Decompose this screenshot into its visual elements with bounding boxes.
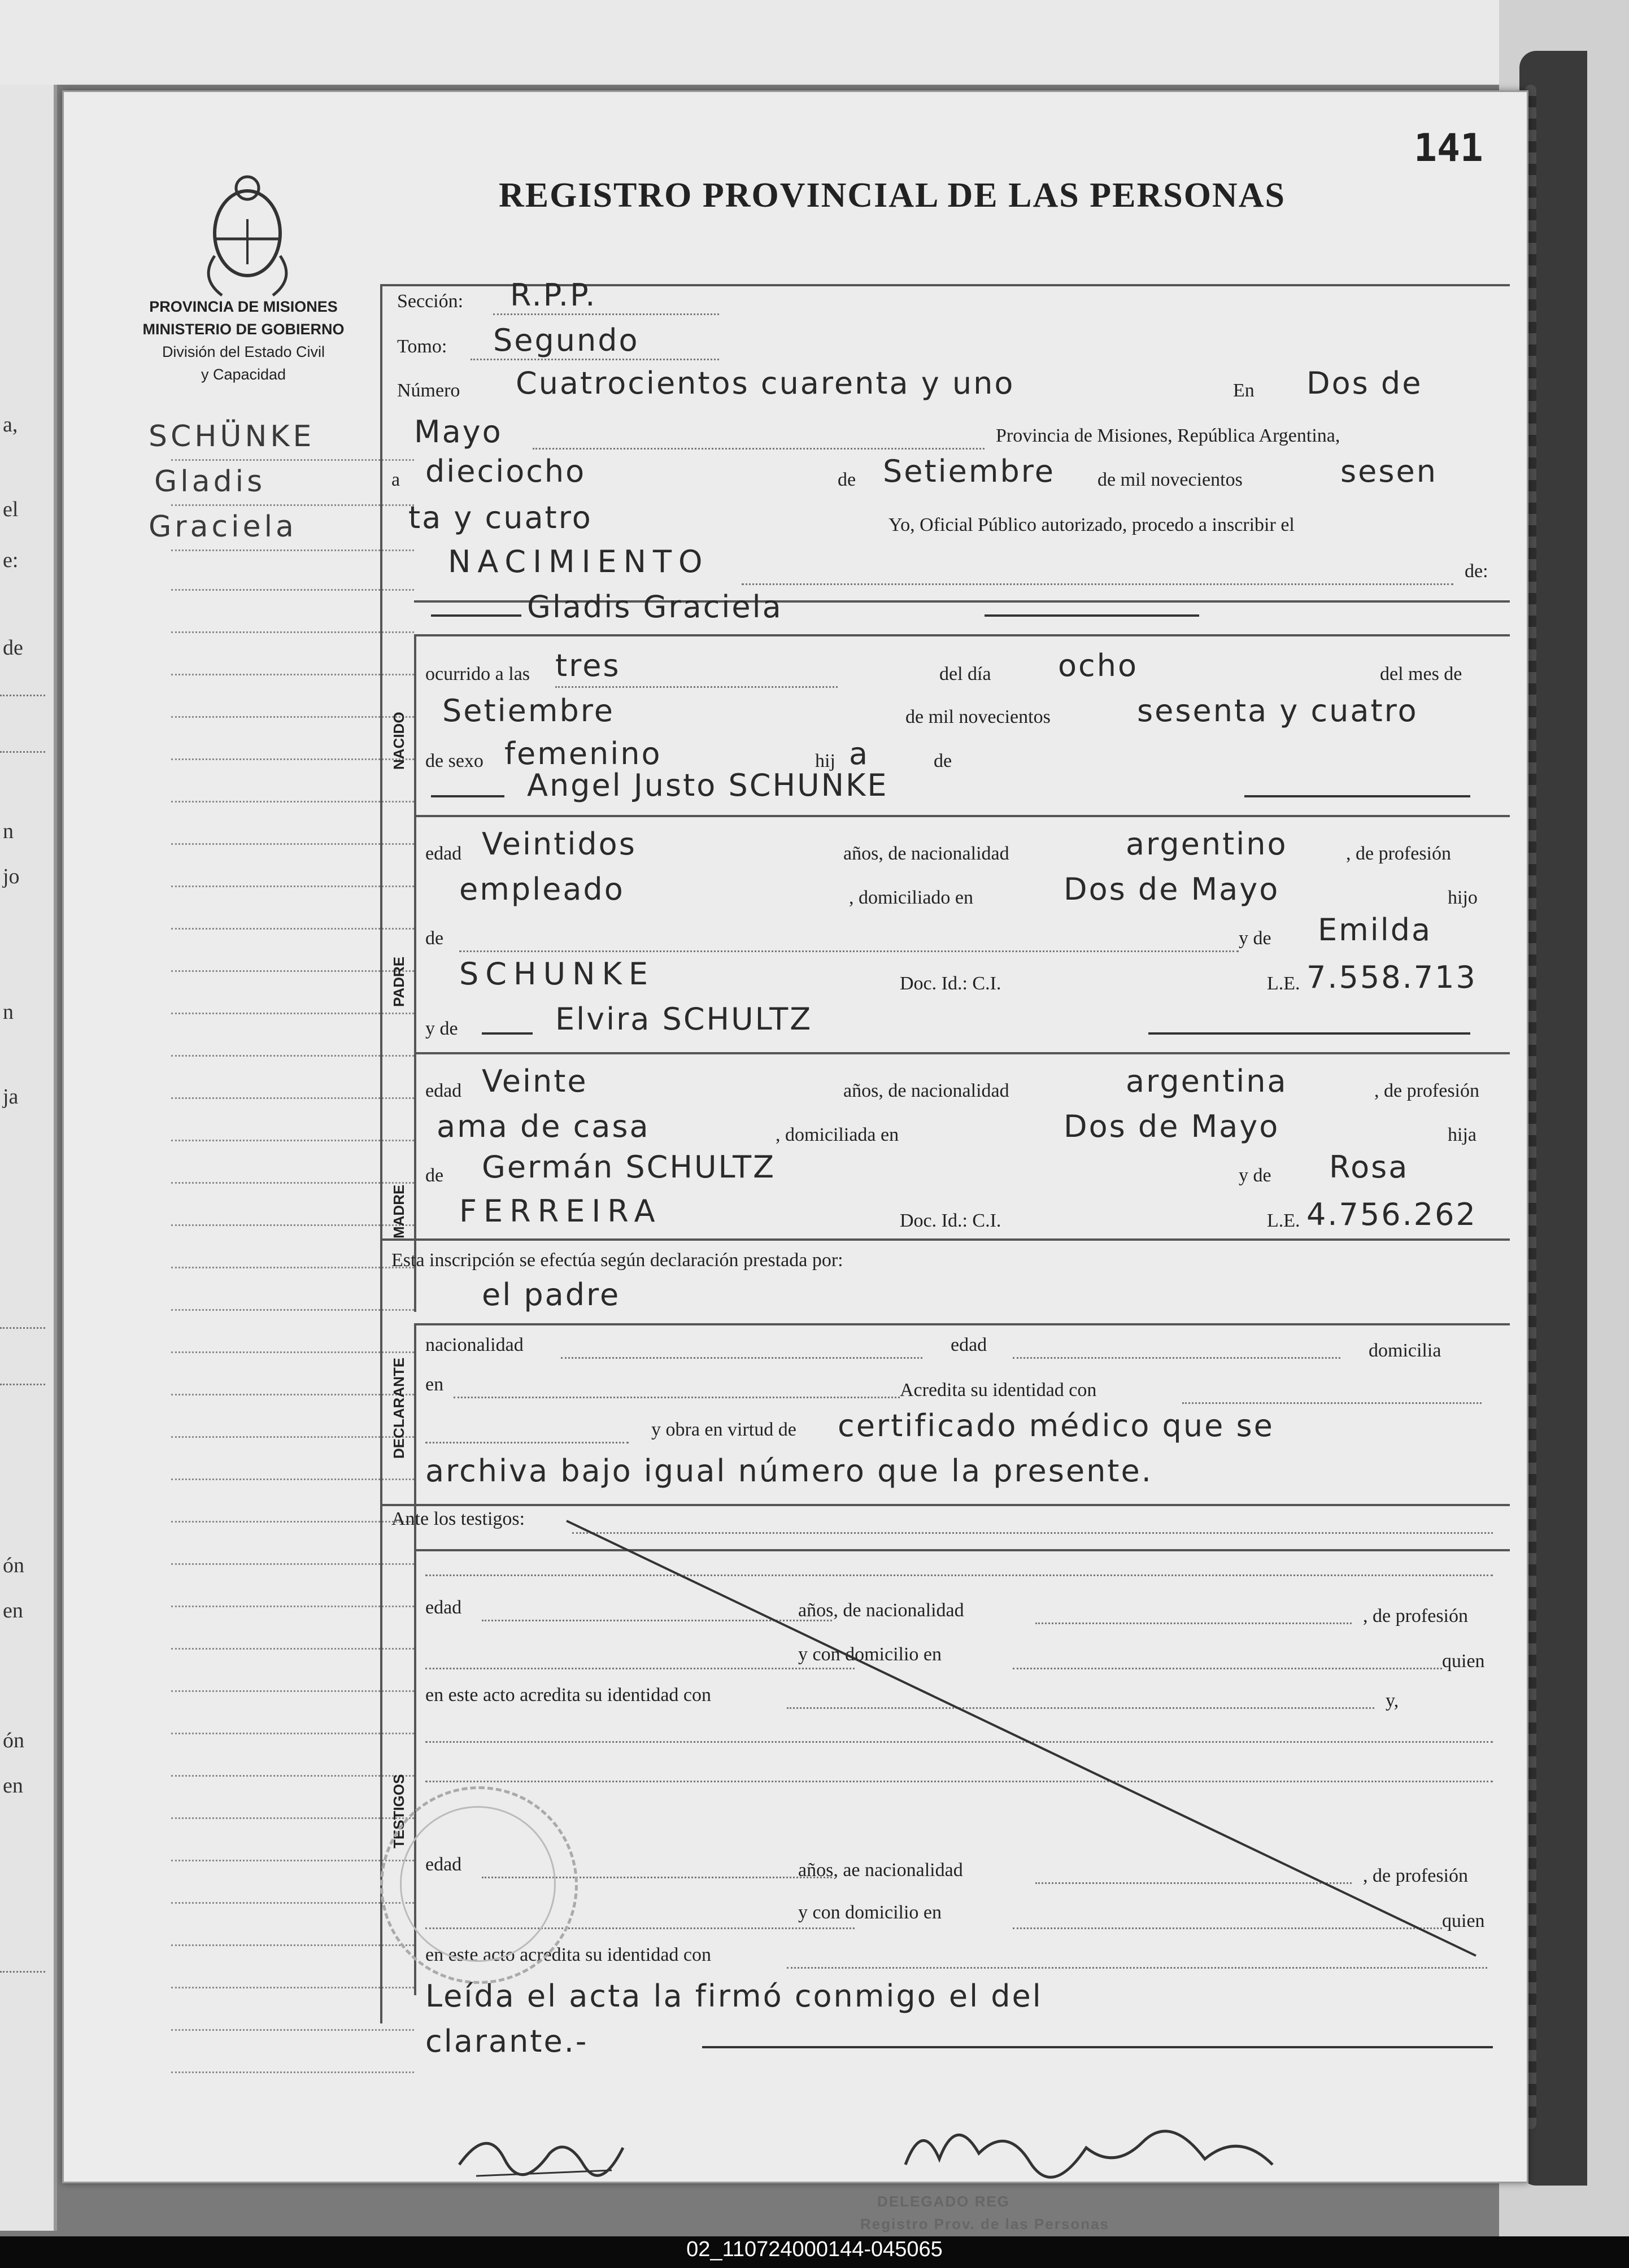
dia-nacimiento: ocho bbox=[1058, 648, 1138, 683]
madre-hija-label: hija bbox=[1448, 1124, 1476, 1145]
prev-page-rule bbox=[0, 1971, 45, 1973]
de-colon-label: de: bbox=[1465, 561, 1488, 582]
margin-rule bbox=[171, 1478, 414, 1480]
padre-top-rule bbox=[414, 815, 1510, 817]
declaracion-top-rule bbox=[380, 1238, 1510, 1241]
margin-rule bbox=[171, 801, 414, 802]
registro-stamp: Registro Prov. de las Personas bbox=[860, 2215, 1109, 2232]
margin-rule bbox=[171, 886, 414, 887]
madre-side-label: MADRE bbox=[390, 1184, 407, 1238]
folio-number: 141 bbox=[1414, 126, 1483, 171]
padre-de-label: de bbox=[425, 928, 444, 949]
testigo1-quien-label: quien bbox=[1442, 1651, 1485, 1672]
margin-rule bbox=[171, 1902, 414, 1904]
main-column-border bbox=[380, 284, 382, 2023]
margin-rule bbox=[171, 1267, 414, 1268]
a-label: a bbox=[391, 469, 400, 490]
madre-le-value: 4.756.262 bbox=[1306, 1197, 1477, 1232]
dotted-line bbox=[1013, 1357, 1340, 1359]
madre-profesion-label: , de profesión bbox=[1374, 1080, 1480, 1101]
nacido-nombre: Gladis Graciela bbox=[527, 589, 783, 625]
padre-nombre: Angel Justo SCHUNKE bbox=[527, 767, 888, 803]
provincia-text: Provincia de Misiones, República Argentina, bbox=[996, 425, 1340, 446]
margin-rule bbox=[171, 970, 414, 972]
padre-hijo-label: hijo bbox=[1448, 887, 1478, 908]
margin-rule bbox=[171, 459, 414, 461]
padre-doc-label: Doc. Id.: C.I. bbox=[900, 973, 1001, 994]
dotted-line bbox=[454, 1397, 900, 1398]
padre-domic-label: , domiciliado en bbox=[849, 887, 974, 908]
declarante-domicilia-label: domicilia bbox=[1369, 1340, 1441, 1361]
sexo-label: de sexo bbox=[425, 751, 484, 771]
declaracion-por: el padre bbox=[482, 1277, 621, 1312]
seccion-value: R.P.P. bbox=[510, 277, 597, 313]
margin-rule bbox=[171, 1436, 414, 1438]
tomo-value: Segundo bbox=[493, 322, 639, 358]
margin-rule bbox=[171, 1860, 414, 1861]
declarante-obra-2: archiva bajo igual número que la presente. bbox=[425, 1453, 1153, 1489]
prev-page-fragment: ón bbox=[3, 1554, 24, 1577]
division-name: División del Estado Civil bbox=[162, 343, 325, 360]
de-label: de bbox=[838, 469, 856, 490]
fill-dash bbox=[482, 1032, 533, 1035]
testigo1-acredita-label: en este acto acredita su identidad con bbox=[425, 1685, 711, 1706]
margin-surname: SCHÜNKE bbox=[149, 420, 315, 453]
prev-page-fragment: e: bbox=[3, 548, 19, 572]
image-id-caption: 02_110724000144-045065 bbox=[686, 2238, 943, 2261]
official-seal bbox=[380, 1786, 578, 1984]
madre-yde-label: y de bbox=[425, 1018, 458, 1039]
hij-label: hij bbox=[815, 751, 835, 771]
cierre-line-2: clarante.- bbox=[425, 2023, 589, 2059]
dotted-line bbox=[742, 583, 1453, 585]
padre-profesion-label: , de profesión bbox=[1346, 843, 1452, 864]
madre-side-border bbox=[414, 1052, 416, 1312]
division-subname: y Capacidad bbox=[201, 366, 286, 383]
margin-rule bbox=[171, 1817, 414, 1819]
margin-rule bbox=[171, 631, 414, 633]
fill-dash bbox=[1244, 795, 1470, 797]
seccion-label: Sección: bbox=[397, 291, 464, 312]
page-title: REGISTRO PROVINCIAL DE LAS PERSONAS bbox=[499, 176, 1286, 215]
margin-rule bbox=[171, 674, 414, 675]
prev-page-rule bbox=[0, 695, 45, 696]
fill-dash bbox=[1148, 1032, 1470, 1035]
margin-rule bbox=[171, 1563, 414, 1565]
lugar-value-1: Dos de bbox=[1306, 365, 1423, 401]
ocurrido-label: ocurrido a las bbox=[425, 664, 530, 684]
dia-registro: dieciocho bbox=[425, 453, 586, 489]
prev-page-fragment: a, bbox=[3, 413, 18, 437]
official-seal-inner-ring bbox=[400, 1806, 556, 1962]
margin-rule bbox=[171, 1775, 414, 1777]
issuing-authority bbox=[102, 295, 385, 386]
margin-rule bbox=[171, 504, 414, 506]
margin-rule bbox=[171, 1140, 414, 1141]
madre-domic-label: , domiciliada en bbox=[776, 1124, 899, 1145]
declarant-signature bbox=[454, 2114, 634, 2187]
mil-novecientos-label: de mil novecientos bbox=[1097, 469, 1243, 490]
margin-rule bbox=[171, 1394, 414, 1395]
prev-page-rule bbox=[0, 1327, 45, 1329]
fill-dash bbox=[431, 795, 504, 797]
padre-anos-label: años, de nacionalidad bbox=[843, 843, 1009, 864]
margin-rule bbox=[171, 1521, 414, 1523]
padre-side-border bbox=[414, 815, 416, 1080]
sexo-value: femenino bbox=[504, 736, 662, 771]
official-signature bbox=[900, 2108, 1318, 2193]
testigo2-domic-label: y con domicilio en bbox=[798, 1902, 942, 1923]
margin-rule bbox=[171, 2071, 414, 2073]
dotted-line bbox=[787, 1967, 1487, 1969]
margin-rule bbox=[171, 1097, 414, 1099]
margin-name-2: Graciela bbox=[149, 510, 297, 544]
dotted-line bbox=[561, 1357, 922, 1359]
prev-page-fragment: ja bbox=[3, 1085, 19, 1109]
margin-rule bbox=[171, 1351, 414, 1353]
declarante-nac-label: nacionalidad bbox=[425, 1334, 524, 1355]
fill-dash bbox=[985, 614, 1199, 617]
madre-edad: Veinte bbox=[482, 1063, 588, 1099]
margin-rule bbox=[171, 549, 414, 551]
margin-rule bbox=[171, 589, 414, 591]
oficial-text: Yo, Oficial Público autorizado, procedo a inscribir el bbox=[888, 514, 1295, 535]
previous-page-edge bbox=[0, 85, 57, 2231]
acto-value: NACIMIENTO bbox=[448, 544, 709, 579]
testigos-top-rule bbox=[380, 1504, 1510, 1506]
testigo1-y-label: y, bbox=[1386, 1690, 1399, 1711]
prev-page-fragment: en bbox=[3, 1774, 23, 1798]
margin-rule bbox=[171, 1648, 414, 1650]
padre-le-label: L.E. bbox=[1267, 973, 1300, 994]
margin-rule bbox=[171, 1606, 414, 1607]
hij-suffix: a bbox=[849, 736, 870, 771]
madre-edad-label: edad bbox=[425, 1080, 462, 1101]
margin-rule bbox=[171, 1733, 414, 1734]
declarante-side-label: DECLARANTE bbox=[390, 1357, 407, 1459]
padre-yde-label: y de bbox=[1239, 928, 1271, 949]
margin-rule bbox=[171, 1055, 414, 1057]
register-page bbox=[62, 90, 1528, 2232]
padre-le-value: 7.558.713 bbox=[1306, 959, 1477, 995]
madre-top-rule bbox=[414, 1052, 1510, 1054]
del-mes-label: del mes de bbox=[1380, 664, 1462, 684]
prev-page-fragment: n bbox=[3, 1000, 14, 1024]
testigo1-anos-label: años, de nacionalidad bbox=[798, 1600, 964, 1621]
margin-rule bbox=[171, 1987, 414, 1988]
declarante-obra-label: y obra en virtud de bbox=[651, 1419, 796, 1440]
de-label-nacido: de bbox=[934, 751, 952, 771]
mes-registro: Setiembre bbox=[883, 453, 1056, 489]
madre-padre: Germán SCHULTZ bbox=[482, 1149, 776, 1185]
dotted-line bbox=[1182, 1402, 1482, 1404]
declaracion-text: Esta inscripción se efectúa según declaración prestada por: bbox=[391, 1250, 843, 1271]
declarante-obra-1: certificado médico que se bbox=[838, 1408, 1274, 1443]
tomo-label: Tomo: bbox=[397, 336, 447, 357]
madre-madre-apellido: FERREIRA bbox=[459, 1193, 662, 1229]
dotted-line bbox=[533, 448, 985, 450]
del-dia-label: del día bbox=[939, 664, 991, 684]
testigo2-edad-label: edad bbox=[425, 1854, 462, 1875]
madre-de-label: de bbox=[425, 1165, 444, 1186]
margin-rule bbox=[171, 1182, 414, 1184]
nacido-name-rule bbox=[414, 634, 1510, 636]
margin-rule bbox=[171, 1690, 414, 1692]
madre-nacionalidad: argentina bbox=[1126, 1063, 1288, 1099]
prev-page-rule bbox=[0, 751, 45, 753]
madre-le-label: L.E. bbox=[1267, 1210, 1300, 1231]
prev-page-fragment: jo bbox=[3, 865, 20, 888]
nacido-side-label: NACIDO bbox=[390, 712, 407, 770]
madre-anos-label: años, de nacionalidad bbox=[843, 1080, 1009, 1101]
cierre-line-1: Leída el acta la firmó conmigo el del bbox=[425, 1978, 1043, 2014]
ante-testigos-label: Ante los testigos: bbox=[391, 1508, 525, 1529]
margin-rule bbox=[171, 2029, 414, 2031]
ministry-name: MINISTERIO DE GOBIERNO bbox=[142, 321, 345, 338]
numero-label: Número bbox=[397, 380, 460, 401]
testigo2-acredita-label: en este acto acredita su identidad con bbox=[425, 1944, 711, 1965]
dotted-line bbox=[555, 686, 838, 688]
margin-rule bbox=[171, 928, 414, 930]
margin-rule bbox=[171, 1944, 414, 1946]
padre-edad-label: edad bbox=[425, 843, 462, 864]
lugar-value-2: Mayo bbox=[414, 414, 503, 450]
anio-nacimiento: sesenta y cuatro bbox=[1137, 693, 1418, 729]
testigo1-domic-label: y con domicilio en bbox=[798, 1644, 942, 1665]
madre-doc-label: Doc. Id.: C.I. bbox=[900, 1210, 1001, 1231]
prev-page-fragment: en bbox=[3, 1599, 23, 1623]
testigo2-profesion-label: , de profesión bbox=[1363, 1865, 1469, 1886]
prev-page-fragment: ón bbox=[3, 1729, 24, 1752]
testigo2-anos-label: años, ae nacionalidad bbox=[798, 1860, 963, 1881]
dotted-line bbox=[459, 950, 1239, 952]
madre-domicilio: Dos de Mayo bbox=[1064, 1109, 1280, 1144]
declarante-acredita-label: Acredita su identidad con bbox=[900, 1380, 1097, 1401]
province-name: PROVINCIA DE MISIONES bbox=[149, 298, 338, 315]
testigo1-profesion-label: , de profesión bbox=[1363, 1606, 1469, 1626]
padre-domicilio: Dos de Mayo bbox=[1064, 871, 1280, 907]
mil-novecientos-label-2: de mil novecientos bbox=[905, 706, 1051, 727]
madre-yde2-label: y de bbox=[1239, 1165, 1271, 1186]
delegado-stamp: DELEGADO REG bbox=[877, 2193, 1010, 2210]
hora-nacimiento: tres bbox=[555, 648, 621, 683]
anio-registro-1: sesen bbox=[1340, 453, 1438, 489]
padre-madre-nombre: Emilda bbox=[1318, 912, 1432, 948]
madre-madre: Rosa bbox=[1329, 1149, 1409, 1185]
testigo1-edad-label: edad bbox=[425, 1597, 462, 1618]
padre-side-label: PADRE bbox=[390, 956, 407, 1007]
declarante-top-rule bbox=[414, 1323, 1510, 1325]
testigos-side-label: TESTIGOS bbox=[390, 1774, 407, 1848]
madre-profesion: ama de casa bbox=[437, 1109, 650, 1144]
prev-page-rule bbox=[0, 1384, 45, 1385]
coat-of-arms-icon bbox=[188, 165, 307, 307]
padre-nacionalidad: argentino bbox=[1126, 826, 1288, 862]
declarante-en-label: en bbox=[425, 1374, 444, 1395]
margin-rule bbox=[171, 843, 414, 845]
margin-rule bbox=[171, 716, 414, 718]
cancellation-stroke bbox=[561, 1515, 1487, 1967]
mes-nacimiento: Setiembre bbox=[442, 693, 615, 729]
margin-rule bbox=[171, 758, 414, 760]
prev-page-fragment: de bbox=[3, 636, 23, 660]
declarante-edad-label: edad bbox=[951, 1334, 987, 1355]
en-label: En bbox=[1233, 380, 1255, 401]
padre-profesion: empleado bbox=[459, 871, 625, 907]
prev-page-fragment: el bbox=[3, 498, 19, 521]
margin-rule bbox=[171, 1309, 414, 1311]
fill-dash bbox=[702, 2046, 1493, 2048]
dotted-line bbox=[425, 1442, 629, 1443]
margin-rule bbox=[171, 1013, 414, 1014]
anio-registro-2: ta y cuatro bbox=[408, 500, 593, 535]
margin-rule bbox=[171, 1224, 414, 1226]
testigo2-quien-label: quien bbox=[1442, 1911, 1485, 1931]
prev-page-fragment: n bbox=[3, 819, 14, 843]
fill-dash bbox=[431, 614, 521, 617]
dotted-line bbox=[471, 359, 719, 360]
dotted-line bbox=[493, 313, 719, 315]
madre-nombre: Elvira SCHULTZ bbox=[555, 1001, 813, 1037]
padre-edad: Veintidos bbox=[482, 826, 637, 862]
background-top bbox=[0, 0, 1629, 85]
padre-madre-apellido: SCHUNKE bbox=[459, 956, 655, 992]
numero-value: Cuatrocientos cuarenta y uno bbox=[516, 365, 1015, 401]
margin-name-1: Gladis bbox=[154, 465, 266, 499]
